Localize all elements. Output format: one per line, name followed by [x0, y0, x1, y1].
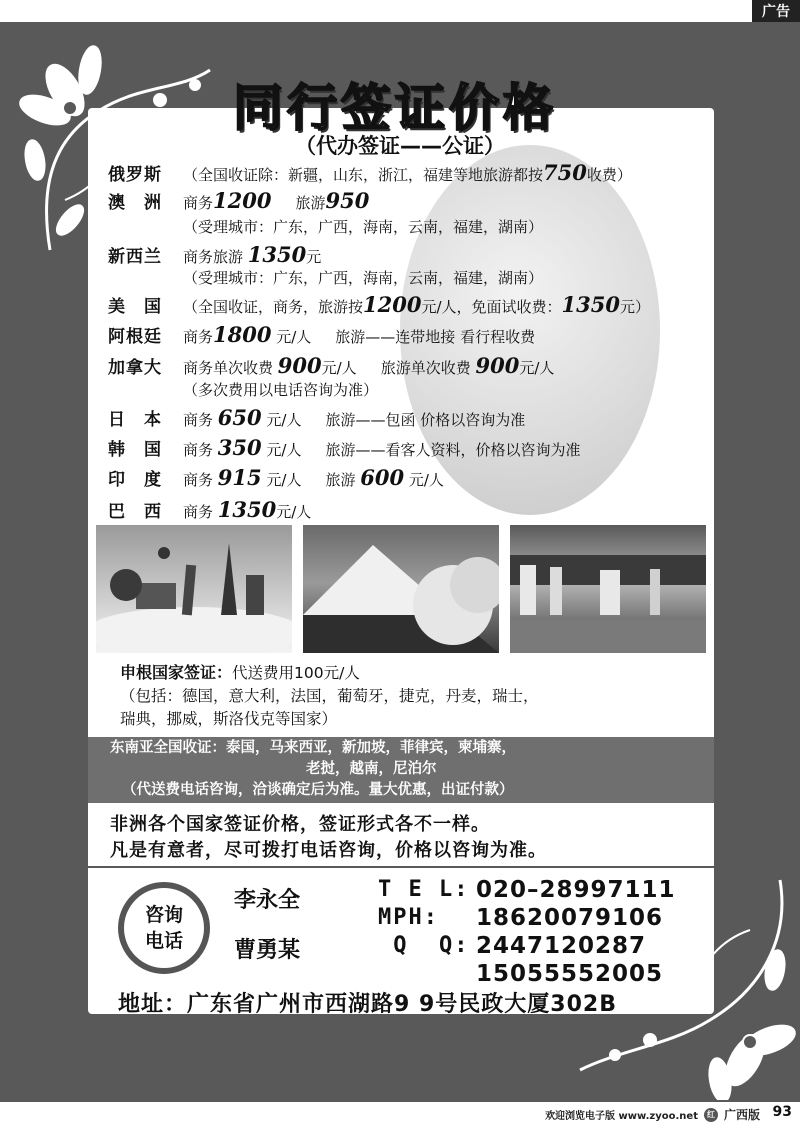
badge-line-2: 电话	[144, 930, 183, 952]
price-value: 1350	[247, 242, 307, 267]
row-text: 元/人	[519, 359, 555, 377]
row-text: 收费）	[586, 166, 632, 184]
waterfall-photo	[510, 525, 706, 653]
row-text: 元/人	[261, 411, 302, 429]
sea-line-1: 东南亚全国收证：泰国，马来西亚，新加坡，菲律宾，柬埔寨，	[110, 740, 516, 756]
row-text: （全国收证，商务，旅游按	[183, 298, 364, 316]
price-row	[108, 378, 378, 402]
photo-strip	[96, 525, 706, 653]
price-value: 600	[360, 465, 405, 490]
price-value: 650	[217, 405, 262, 430]
price-row	[108, 353, 554, 380]
row-text: （受理城市：广东，广西，海南，云南，福建，湖南）	[183, 269, 544, 287]
sea-line-2: 老挝，越南，尼泊尔	[306, 761, 437, 777]
row-text: 元/人	[404, 471, 444, 489]
price-row	[108, 435, 580, 462]
price-value: 750	[543, 160, 587, 185]
europe-landmarks-photo	[96, 525, 292, 653]
row-text: 商务	[183, 503, 218, 521]
country-name: 巴 西	[108, 502, 162, 522]
price-value: 950	[325, 188, 370, 213]
country-name: 印 度	[108, 470, 162, 490]
footer-site-text[interactable]: 欢迎浏览电子版 www.zyoo.net	[545, 1111, 698, 1122]
country-name: 韩 国	[108, 440, 162, 460]
footer	[0, 1102, 800, 1127]
price-row	[108, 497, 311, 524]
row-text: （多次费用以电话咨询为准）	[183, 381, 379, 399]
row-text: 商务旅游	[183, 248, 248, 266]
mph-number[interactable]: 18620079106	[476, 905, 664, 931]
footer-text-group	[545, 1106, 760, 1123]
row-text: 旅游	[325, 471, 361, 489]
price-row	[108, 292, 650, 319]
schengen-label: 申根国家签证：	[120, 663, 233, 682]
price-value: 1350	[561, 292, 620, 317]
mph-label: MPH:	[378, 905, 439, 930]
schengen-countries-1: （包括：德国，意大利，法国，葡萄牙，捷克，丹麦，瑞士，	[120, 687, 539, 705]
price-value: 1200	[363, 292, 422, 317]
ad-tag: 广告	[752, 0, 800, 22]
address: 地址：广东省广州市西湖路9 9号民政大厦302B	[118, 992, 617, 1017]
row-text: 旅游单次收费	[380, 359, 476, 377]
page-subtitle: （代办签证——公证）	[295, 134, 505, 158]
row-text: （全国收证除：新疆，山东，浙江，福建等地旅游都按	[183, 166, 544, 184]
footer-edition: 广西版	[723, 1108, 760, 1122]
tel-number[interactable]: 020–28997111	[476, 877, 676, 903]
southeast-asia-section	[110, 738, 700, 801]
row-text: 商务单次收费	[183, 359, 278, 377]
contact-name-1: 李永全	[234, 888, 301, 913]
qq-number[interactable]: 2447120287	[476, 933, 647, 959]
contact-divider	[88, 866, 714, 868]
africa-section	[110, 812, 700, 864]
row-text: 元）	[619, 298, 650, 316]
price-row	[108, 322, 535, 349]
price-value: 900	[277, 353, 322, 378]
price-value: 900	[475, 353, 520, 378]
row-text: 商务	[183, 411, 218, 429]
row-text: 旅游——看客人资料，价格以咨询为准	[325, 441, 581, 459]
footer-logo-icon: 红	[704, 1108, 718, 1122]
price-row	[108, 405, 525, 432]
africa-line-2: 凡是有意者，尽可拨打电话咨询，价格以咨询为准。	[110, 840, 547, 861]
price-row	[108, 160, 632, 187]
row-text: （受理城市：广东，广西，海南，云南，福建，湖南）	[183, 218, 544, 236]
country-name: 新西兰	[108, 247, 162, 267]
row-text: 元/人	[321, 359, 357, 377]
row-text: 商务	[183, 441, 218, 459]
price-value: 350	[217, 435, 262, 460]
badge-line-1: 咨询	[144, 904, 183, 926]
consult-phone-badge	[118, 882, 210, 974]
country-name: 阿根廷	[108, 327, 162, 347]
price-value: 915	[217, 465, 262, 490]
price-value: 1200	[213, 188, 272, 213]
row-text: 元/人，免面试收费：	[421, 298, 562, 316]
row-text: 元/人	[261, 441, 302, 459]
mountain-photo	[303, 525, 499, 653]
row-text: 元	[306, 248, 322, 266]
price-row	[108, 215, 543, 239]
price-row	[108, 242, 321, 269]
price-row	[108, 465, 444, 492]
schengen-section	[120, 660, 680, 731]
page-number: 93	[772, 1104, 792, 1120]
row-text: 旅游	[295, 194, 326, 212]
schengen-countries-2: 瑞典，挪威，斯洛伐克等国家）	[120, 710, 338, 728]
country-name: 加拿大	[108, 358, 162, 378]
country-name: 日 本	[108, 410, 162, 430]
page-title: 同行签证价格	[233, 79, 557, 137]
row-text: 商务	[183, 471, 218, 489]
extra-number[interactable]: 15055552005	[476, 961, 664, 987]
country-name: 美 国	[108, 297, 162, 317]
contact-names	[234, 876, 300, 976]
row-text: 旅游——包函 价格以咨询为准	[325, 411, 526, 429]
tel-label: T E L:	[378, 877, 470, 902]
row-text: 商务	[183, 328, 214, 346]
contact-numbers	[476, 876, 676, 988]
contact-name-2: 曹勇某	[234, 938, 301, 963]
row-text: 元/人	[271, 328, 312, 346]
sea-line-3: （代送费电话咨询，洽谈确定后为准。量大优惠，出证付款）	[122, 782, 514, 798]
row-text: 元/人	[276, 503, 312, 521]
price-value: 1800	[213, 322, 272, 347]
country-name: 俄罗斯	[108, 165, 162, 185]
row-text: 元/人	[261, 471, 302, 489]
price-value: 1350	[217, 497, 277, 522]
country-name: 澳 洲	[108, 193, 162, 213]
schengen-fee: 代送费用100元/人	[232, 664, 360, 682]
row-text: 旅游——连带地接 看行程收费	[335, 328, 536, 346]
price-row	[108, 266, 543, 290]
qq-label: Q Q:	[378, 933, 470, 958]
africa-line-1: 非洲各个国家签证价格，签证形式各不一样。	[110, 814, 490, 835]
price-row	[108, 188, 369, 215]
row-text: 商务	[183, 194, 214, 212]
contact-labels	[378, 876, 469, 960]
